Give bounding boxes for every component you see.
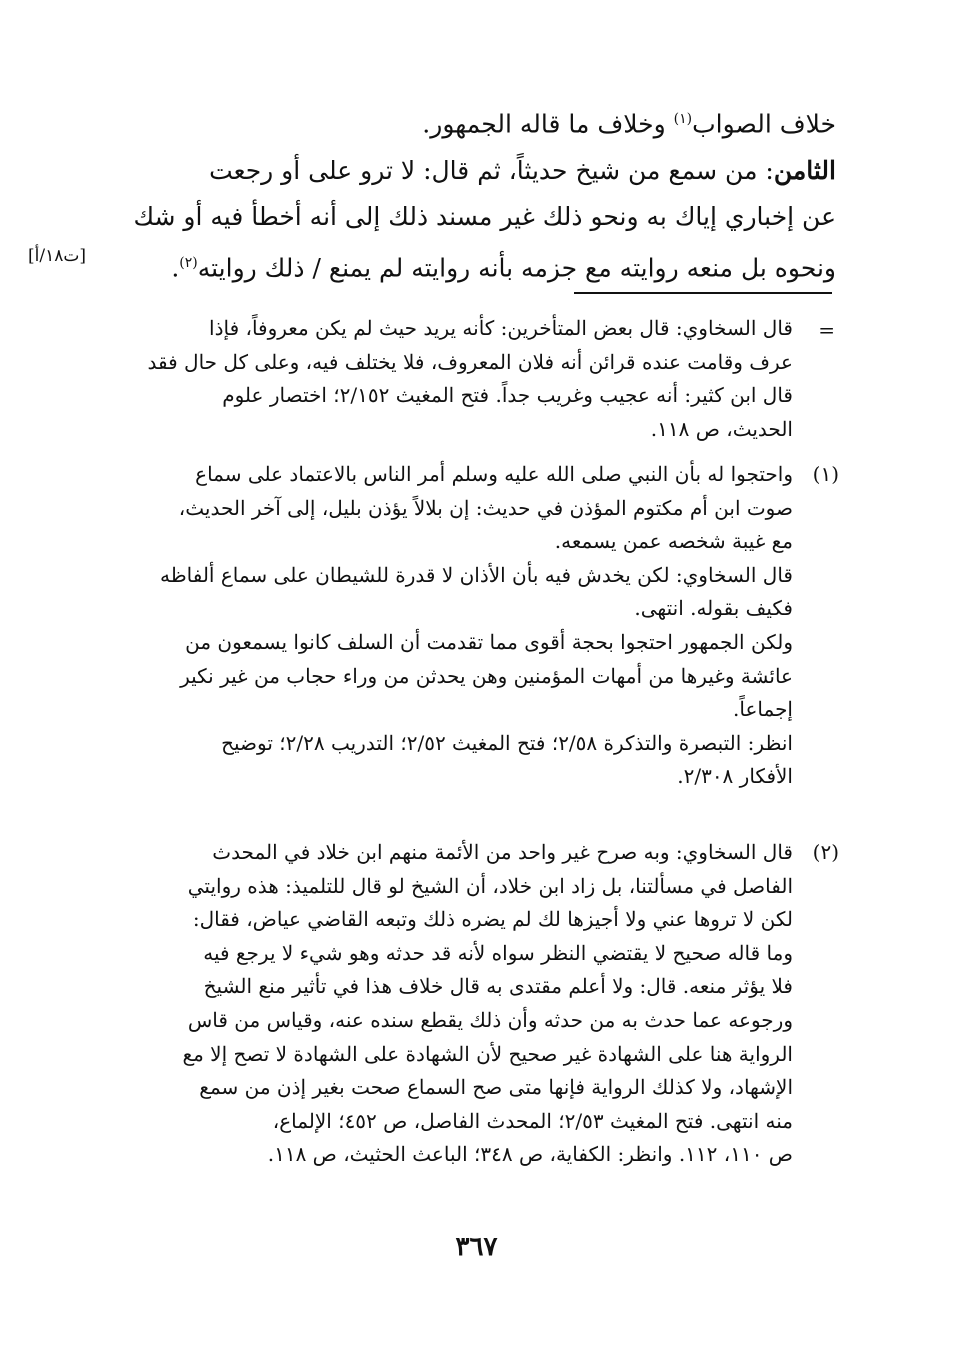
footnote-line: منه انتهى. فتح المغيث ٢/٥٣؛ المحدث الفاصل، ص ٤٥٢؛ الإلماع، [272,1108,793,1133]
footnote-line: عائشة وغيرها من أمهات المؤمنين وهن يحدثن من وراء حجاب من غير نكير [180,663,793,688]
footnote-line: ص ١١٠، ١١٢. وانظر: الكفاية، ص ٣٤٨؛ الباعث الحثيث، ص ١١٨. [267,1142,793,1167]
main-line-1 [128,96,836,147]
manuscript-folio-marker: [ت١٨/أ] [28,246,86,266]
footnote-number-2: (٢) [812,840,839,864]
footnote-line: الحديث، ص ١١٨. [650,416,793,441]
footnote-line: وما قاله صحيح لا يقتضي النظر سواه لأنه قد حدثه وهو شيء لا يرجع فيه [203,940,793,965]
footnote-number-1: (١) [812,462,839,486]
main-line-3 [128,194,836,240]
footnote-line: مع غيبة شخصه عمن يسمعه. [554,529,793,554]
footnote-separator [574,292,832,294]
footnote-line: قال السخاوي: لكن يخدش فيه بأن الأذان لا قدرة للشيطان على سماع ألفاظه [159,562,793,587]
footnote-line: فكيف بقوله. انتهى. [634,596,793,621]
page-number: ٣٦٧ [455,1232,498,1262]
footnote-line: لكن لا تروها عني ولا أجيزها لك لم يضره ذلك وتبعه القاضي عياض، فقال: [192,907,793,932]
footnote-line: فلا يؤثر منعه. قال: ولا أعلم مقتدى به قال خلاف هذا في تأثير منع الشيخ [203,974,793,999]
footnote-line: واحتجوا له بأن النبي صلى الله عليه وسلم أمر الناس بالاعتماد على سماع [195,462,793,486]
footnote-line: الفاصل في مسألتنا، بل زاد ابن خلاد، أن الشيخ لو قال للتلميذ: هذه روايتي [187,873,793,898]
footnote-line: الإشهاد، ولا كذلك الرواية فإنها متى صح السماع صحت بغير إذن من سمع [199,1075,793,1100]
footnote-2 [117,836,793,1172]
footnote-line: إجماعاً. [733,697,793,722]
footnote-1 [117,458,793,794]
footnote-line: ورجوعه عما حدث به من حدثه وأن ذلك يقطع سنده عنه، وقياس من قاس [187,1007,793,1032]
footnote-line: قال السخاوي: وبه صرح غير واحد من الأئمة منهم ابن خلاد في المحدث [212,840,793,864]
footnote-line: الأفكار ٢/٣٠٨. [677,764,793,789]
main-line-2 [128,148,836,194]
footnote-line: صوت ابن أم مكتوم المؤذن في حديث: إن بلالاً يؤذن بليل، إلى آخر الحديث، [178,495,793,520]
footnote-continuation-marker: = [818,318,835,342]
footnote-line: عرف وقامت عنده قرائن أنه فلان المعروف، فلا يختلف فيه، وعلى كل حال فقد [147,349,793,374]
footnote-ref-2[interactable]: (٢) [179,255,198,271]
section-heading-eighth: الثامن [773,156,836,185]
main-line-4 [128,240,836,291]
main-line-4-end: . [171,253,180,283]
main-line-1-rest: وخلاف ما قاله الجمهور. [422,109,674,139]
footnote-line: قال ابن كثير: أنه عجيب وغريب جداً. فتح المغيث ٢/١٥٢؛ اختصار علوم [222,383,793,408]
footnote-line: الرواية هنا على الشهادة غير صحيح لأن الشهادة على الشهادة لا تصح إلا مع [182,1041,793,1066]
footnote-continued [117,312,793,446]
main-line-4-text: ونحوه بل منعه روايته مع جزمه بأنه روايته لم يمنع / ذلك روايته [197,253,836,283]
footnote-line: انظر: التبصرة والتذكرة ٢/٥٨؛ فتح المغيث ٢/٥٢؛ التدريب ٢/٢٨؛ توضيح [221,730,793,755]
main-line-3-text: عن إخباري إياك به ونحو ذلك غير مسند ذلك إلى أنه أخطأ فيه أو شك [133,202,836,231]
footnote-ref-1[interactable]: (١) [673,111,693,127]
main-line-2-rest: : من سمع من شيخ حديثاً، ثم قال: لا ترو على أو رجعت [209,156,774,185]
main-line-1-text: خلاف الصواب [692,109,836,139]
footnote-line: قال السخاوي: قال بعض المتأخرين: كأنه يريد حيث لم يكن معروفاً، فإذا [209,316,793,340]
footnote-line: ولكن الجمهور احتجوا بحجة أقوى مما تقدمت أن السلف كانوا يسمعون من [185,629,793,654]
